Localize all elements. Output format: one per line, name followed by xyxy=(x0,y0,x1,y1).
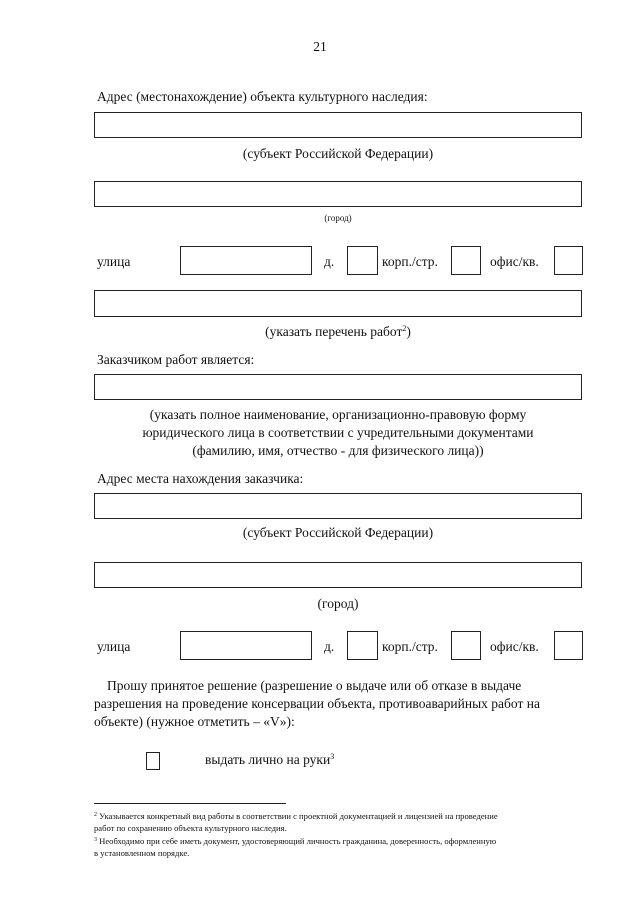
customer-city-caption: (город) xyxy=(317,596,359,611)
customer-caption-line1: (указать полное наименование, организационно-правовую форму xyxy=(149,407,527,422)
object-house-field[interactable] xyxy=(347,246,378,275)
object-building-label: корп./стр. xyxy=(382,254,438,269)
personal-delivery-label: выдать лично на руки$^3$ xyxy=(205,752,335,767)
request-line3: объекте) (нужное отметить – «V»): xyxy=(94,714,295,729)
customer-caption-line2: юридического лица в соответствии с учредительными документами xyxy=(142,425,534,440)
object-office-field[interactable] xyxy=(554,246,583,275)
object-subject-field[interactable] xyxy=(94,112,582,138)
request-line1: Прошу принятое решение (разрешение о выдаче или об отказе в выдаче xyxy=(107,678,522,693)
object-subject-caption: (субъект Российской Федерации) xyxy=(242,146,434,161)
footnote-2: $^2$ Указывается конкретный вид работы в соответствии с проектной документацией и лицензией на проведение xyxy=(94,811,498,821)
object-office-label: офис/кв. xyxy=(490,254,539,269)
customer-office-label: офис/кв. xyxy=(490,639,539,654)
footnote-separator xyxy=(94,803,286,804)
customer-house-field[interactable] xyxy=(347,631,378,660)
object-street-label: улица xyxy=(97,254,131,269)
customer-building-label: корп./стр. xyxy=(382,639,438,654)
footnote-2-cont: работ по сохранению объекта культурного наследия. xyxy=(94,823,287,833)
personal-delivery-checkbox[interactable] xyxy=(146,752,160,770)
object-city-caption: (город) xyxy=(324,213,352,223)
customer-caption-line3: (фамилию, имя, отчество - для физического лица)) xyxy=(192,443,484,458)
footnote-3: $^3$ Необходимо при себе иметь документ, удостоверяющий личность гражданина, доверенность, оформленную xyxy=(94,836,497,846)
page-number: 21 xyxy=(313,39,327,54)
customer-street-field[interactable] xyxy=(180,631,312,660)
footnote-ref-3: 3 xyxy=(330,752,335,761)
customer-city-field[interactable] xyxy=(94,562,582,588)
works-caption: (указать перечень работ$^2$) xyxy=(265,324,411,339)
footnote-3-cont: в установленном порядке. xyxy=(94,848,190,858)
footnote-ref-2: 2 xyxy=(402,324,407,333)
customer-office-field[interactable] xyxy=(554,631,583,660)
customer-subject-field[interactable] xyxy=(94,493,582,519)
request-line2: разрешения на проведение консервации объекта, противоаварийных работ на xyxy=(94,696,540,711)
customer-name-field[interactable] xyxy=(94,374,582,400)
object-street-field[interactable] xyxy=(180,246,312,275)
works-list-field[interactable] xyxy=(94,290,582,317)
customer-label: Заказчиком работ является: xyxy=(97,352,255,367)
object-city-field[interactable] xyxy=(94,181,582,207)
customer-building-field[interactable] xyxy=(451,631,481,660)
object-building-field[interactable] xyxy=(451,246,481,275)
customer-subject-caption: (субъект Российской Федерации) xyxy=(242,525,434,540)
object-house-label: д. xyxy=(324,254,335,269)
customer-street-label: улица xyxy=(97,639,131,654)
customer-house-label: д. xyxy=(324,639,335,654)
customer-address-label: Адрес места нахождения заказчика: xyxy=(97,471,304,486)
object-address-label: Адрес (местонахождение) объекта культурного наследия: xyxy=(97,89,428,104)
